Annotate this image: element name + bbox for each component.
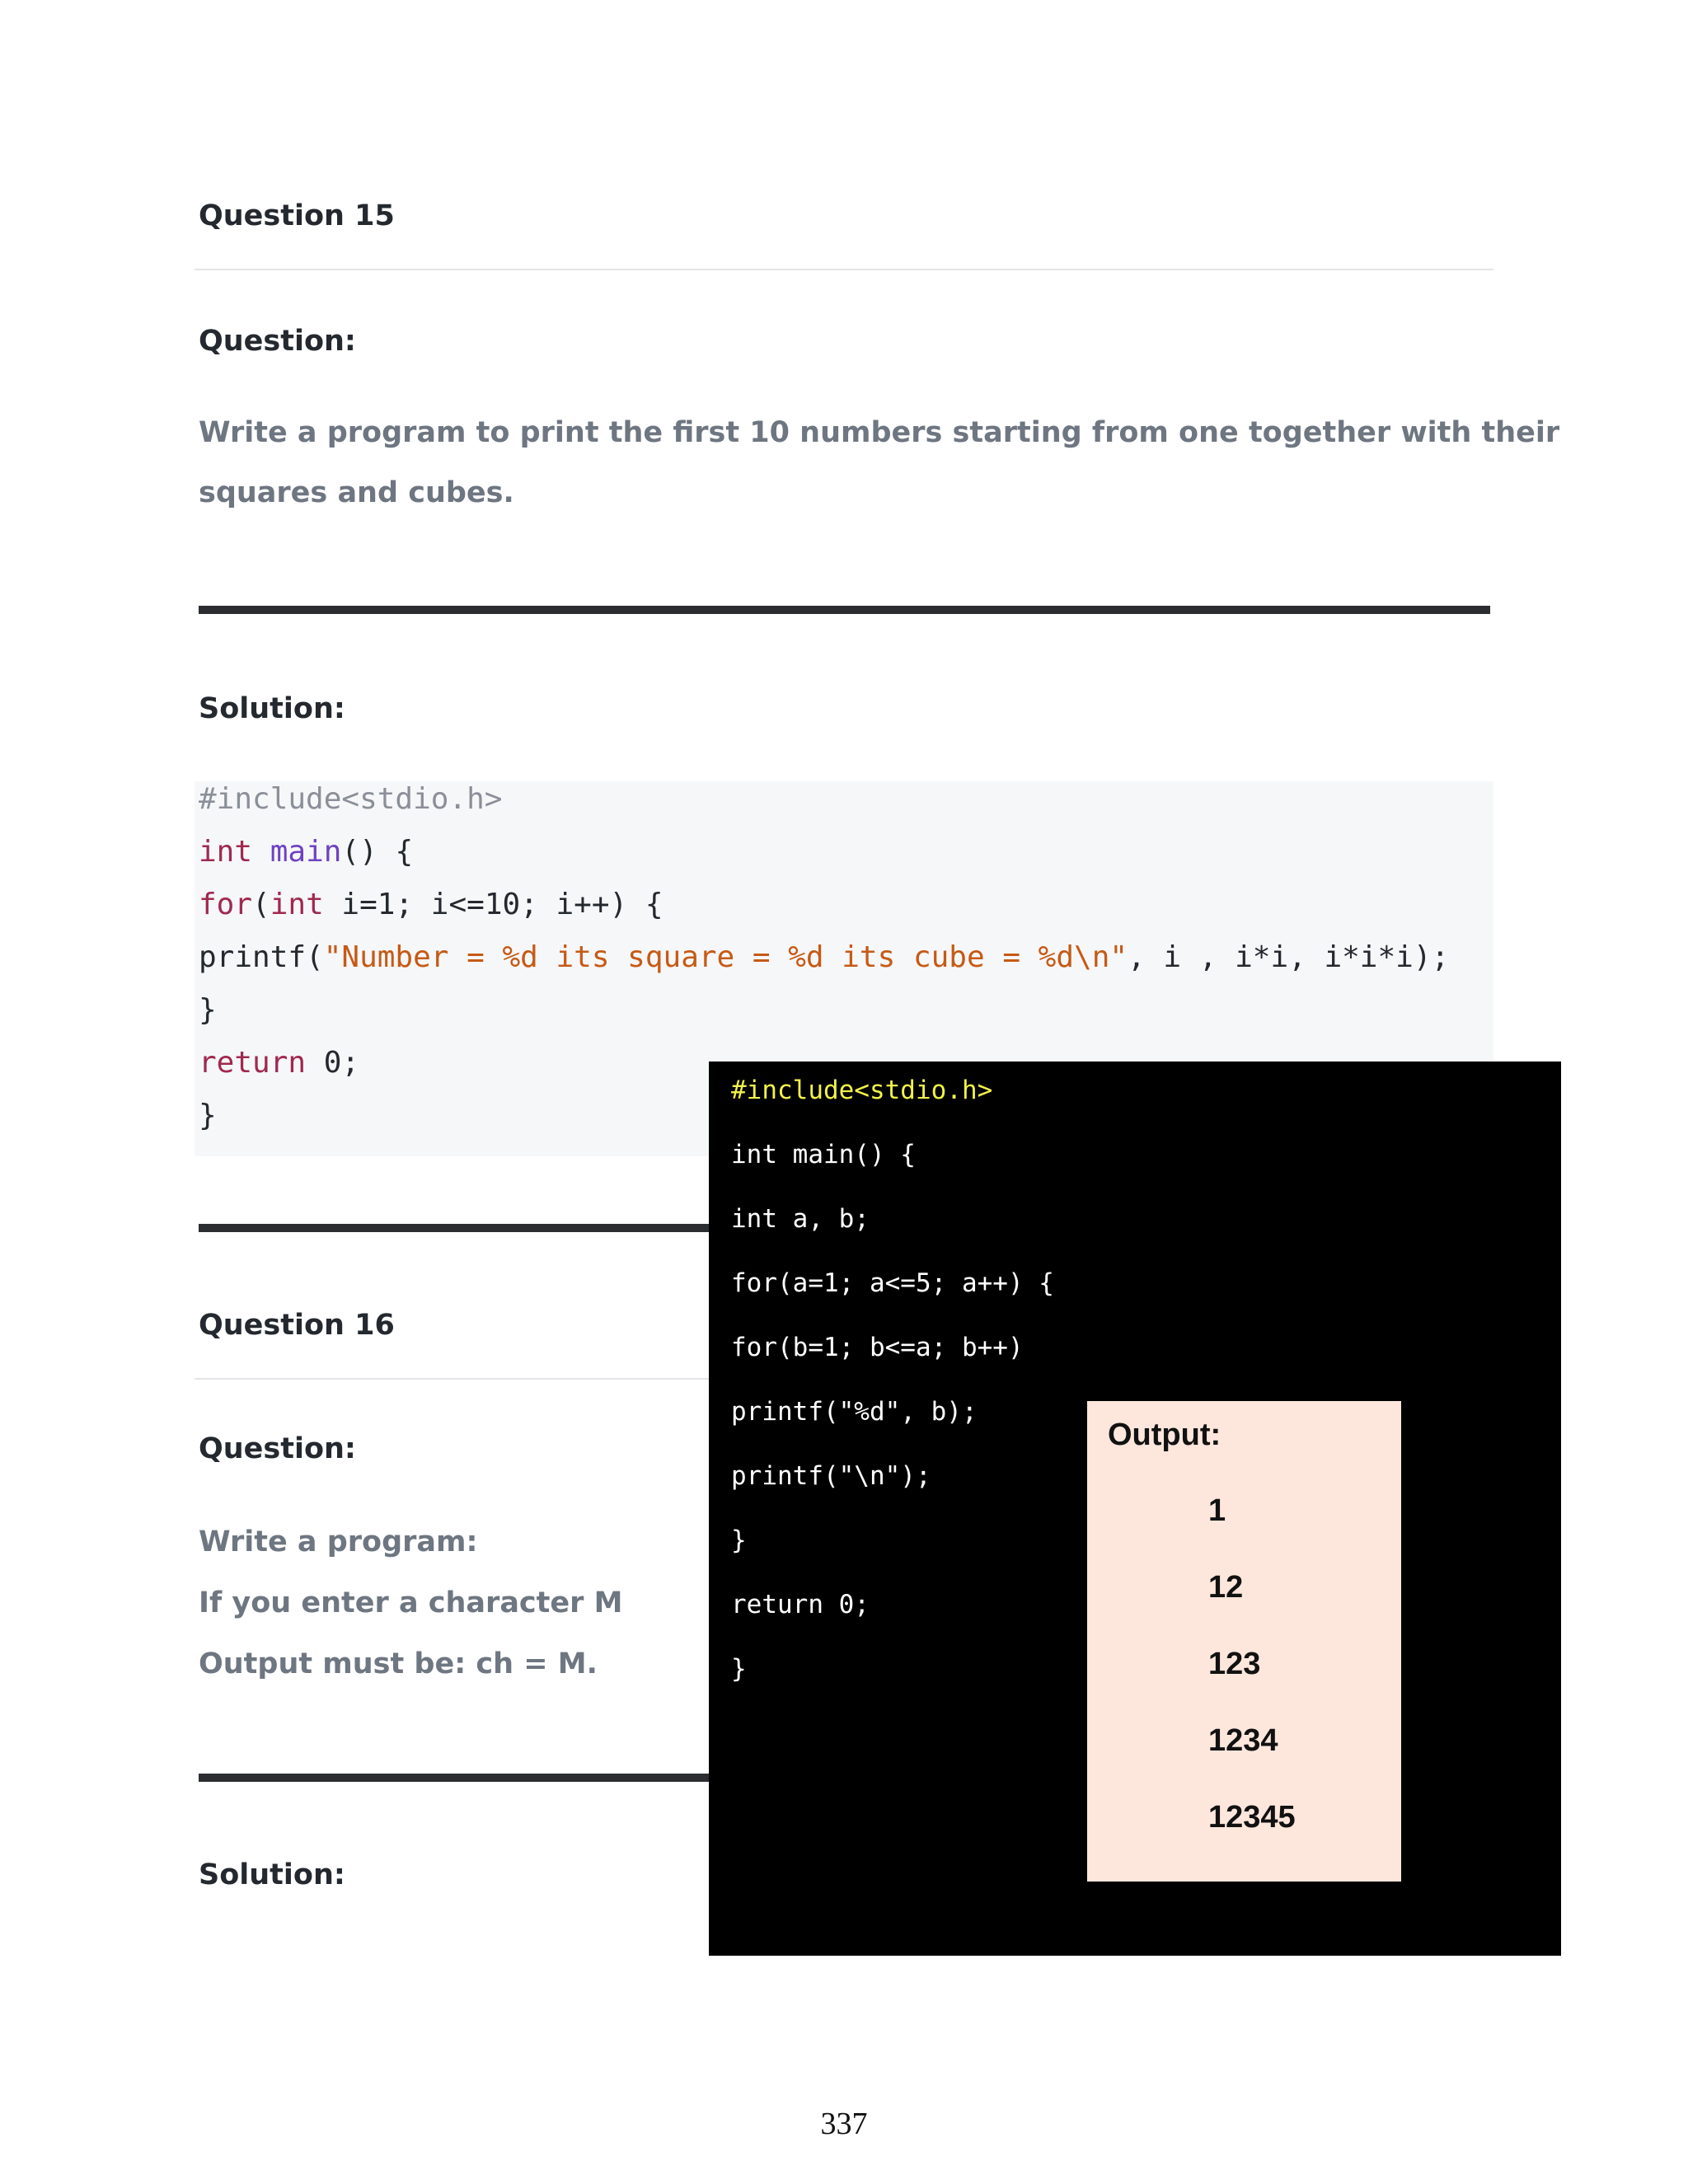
output-title: Output:: [1108, 1418, 1221, 1452]
question-text-line: Output must be: ch = M.: [199, 1647, 598, 1680]
terminal-code-line: }: [731, 1526, 747, 1555]
code-text: }: [199, 1099, 217, 1132]
code-preprocessor: #include<stdio.h>: [199, 782, 503, 816]
question-label: Question:: [199, 325, 356, 358]
solution-label: Solution:: [199, 692, 345, 725]
code-line: [199, 879, 1449, 931]
terminal-code-line: int a, b;: [731, 1204, 870, 1234]
output-row: 12: [1208, 1570, 1244, 1605]
terminal-code-line: int main() {: [731, 1140, 916, 1169]
section-divider: [199, 606, 1490, 614]
terminal-code-line: for(b=1; b<=a; b++): [731, 1333, 1024, 1362]
code-text: 0;: [306, 1046, 360, 1080]
code-string: "Number = %d its square = %d its cube = %d\n": [323, 940, 1128, 974]
code-line: [199, 984, 1449, 1037]
code-keyword: for: [199, 888, 253, 921]
solution-label: Solution:: [199, 1858, 345, 1891]
output-row: 1234: [1208, 1723, 1278, 1758]
terminal-code-line: }: [731, 1654, 747, 1684]
question-15-title: Question 15: [199, 199, 395, 232]
question-label: Question:: [199, 1432, 356, 1465]
terminal-code-line: #include<stdio.h>: [731, 1076, 993, 1105]
question-text-line: squares and cubes.: [199, 476, 514, 509]
terminal-code-line: printf("\n");: [731, 1461, 931, 1491]
code-text: () {: [341, 835, 414, 869]
question-16-title: Question 16: [199, 1309, 395, 1342]
code-keyword: int: [199, 835, 253, 869]
question-text-line: Write a program to print the first 10 numbers starting from one together with their: [199, 416, 1560, 449]
output-row: 12345: [1208, 1800, 1296, 1835]
page-number: 337: [820, 2107, 868, 2141]
code-text: printf(: [199, 940, 324, 974]
output-row: 1: [1208, 1493, 1226, 1528]
terminal-code-line: return 0;: [731, 1590, 870, 1619]
terminal-code-line: printf("%d", b);: [731, 1397, 978, 1427]
code-keyword: return: [199, 1046, 307, 1080]
question-text-line: Write a program:: [199, 1526, 478, 1558]
code-line: [199, 773, 1449, 826]
divider: [195, 269, 1493, 270]
code-text: i=1; i<=10; i++) {: [323, 888, 663, 921]
terminal-code-lines: [731, 1058, 1054, 1701]
code-keyword: int: [270, 888, 324, 921]
code-line: [199, 931, 1449, 984]
terminal-code-line: for(a=1; a<=5; a++) {: [731, 1268, 1054, 1298]
code-text: , i , i*i, i*i*i);: [1128, 940, 1450, 974]
code-text: (: [252, 888, 270, 921]
code-function: main: [270, 835, 342, 869]
output-row: 123: [1208, 1647, 1261, 1681]
output-rows: [1208, 1473, 1296, 1856]
code-line: [199, 826, 1449, 879]
code-text: }: [199, 993, 217, 1027]
question-text-line: If you enter a character M: [199, 1586, 623, 1619]
